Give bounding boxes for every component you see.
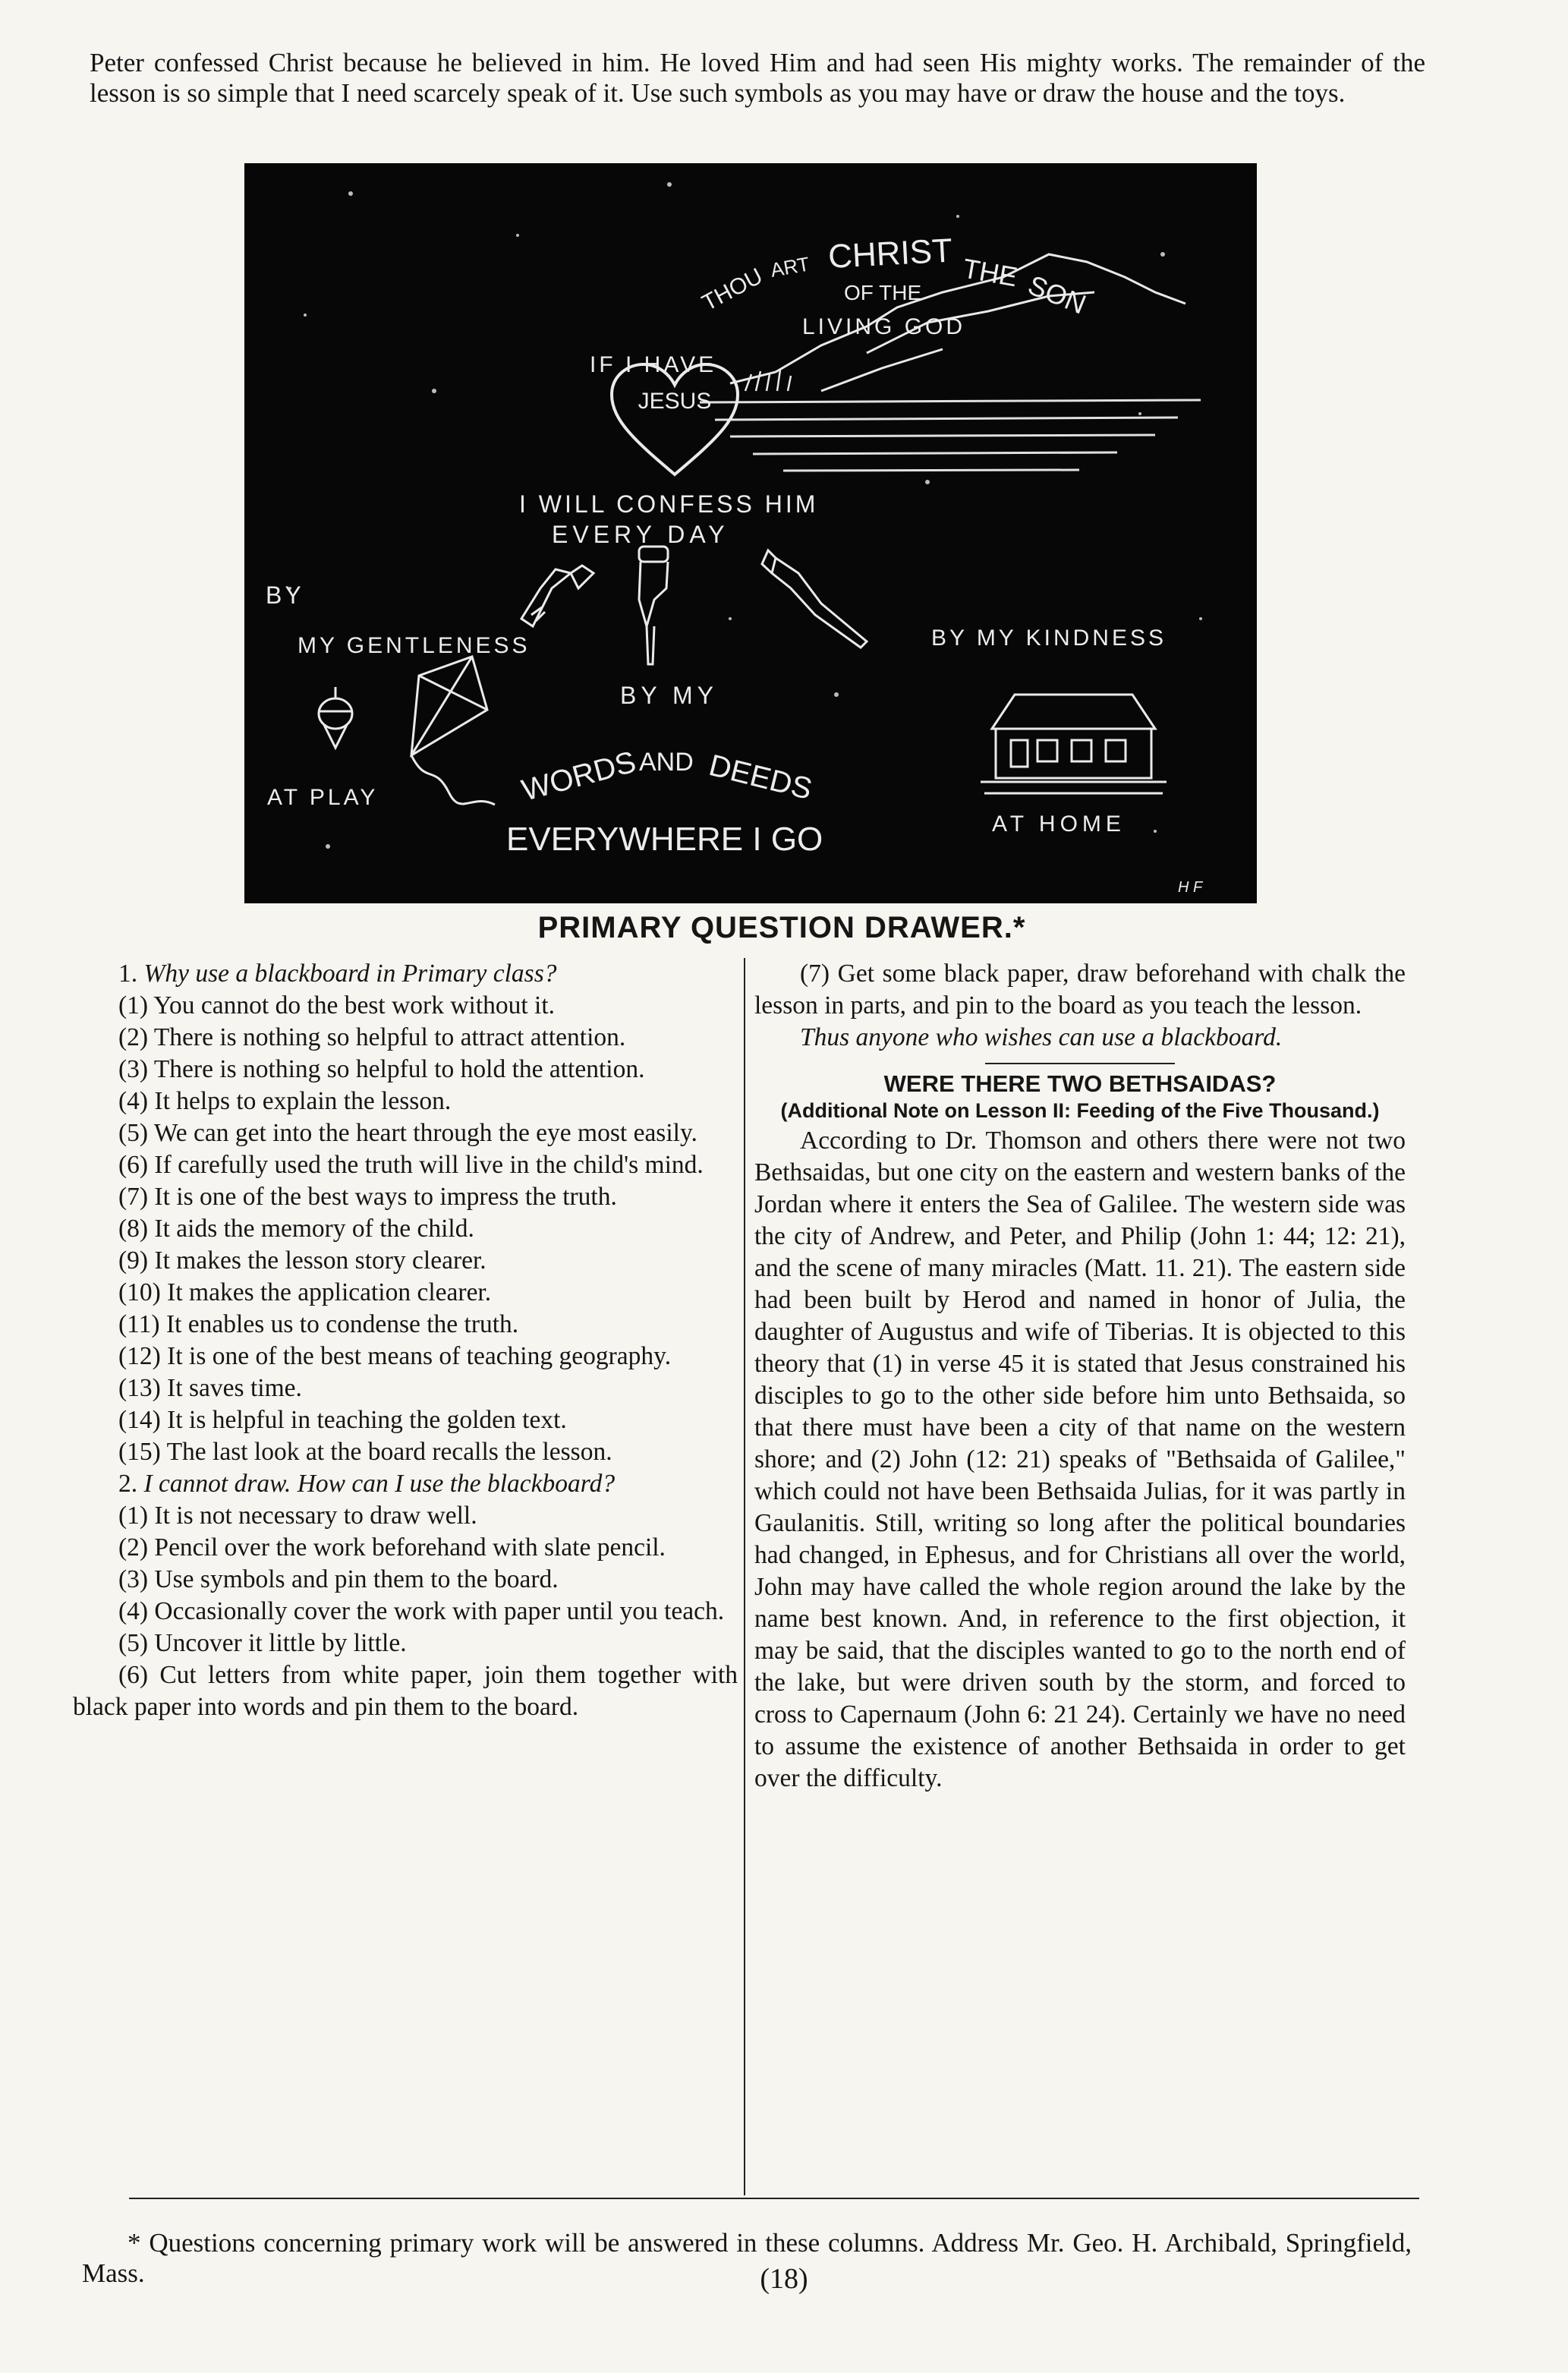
pointing-hand-icon-center	[639, 547, 668, 664]
board-text-at-play: AT PLAY	[267, 785, 379, 810]
answer-1-7: (7) It is one of the best ways to impress the truth.	[118, 1183, 617, 1211]
answer-2-closing: Thus anyone who wishes can use a blackboard.	[800, 1023, 1283, 1051]
bethsaida-note: (Additional Note on Lesson II: Feeding of the Five Thousand.)	[780, 1099, 1380, 1122]
answer-1-12: (12) It is one of the best means of teaching geography.	[118, 1342, 672, 1370]
answer-1-8: (8) It aids the memory of the child.	[118, 1215, 474, 1243]
board-text-gentleness: MY GENTLENESS	[298, 633, 531, 658]
column-divider	[744, 958, 745, 2195]
answer-1-10: (10) It makes the application clearer.	[118, 1278, 492, 1306]
board-text-son: SON	[1024, 269, 1091, 320]
section-title: PRIMARY QUESTION DRAWER.*	[537, 911, 1026, 944]
pointing-hand-icon-left	[521, 566, 594, 626]
blackboard-illustration	[244, 163, 1257, 903]
board-text-everywhere: EVERYWHERE I GO	[506, 821, 823, 858]
answer-2-2: (2) Pencil over the work beforehand with slate pencil.	[118, 1533, 666, 1562]
board-text-living-god: LIVING GOD	[802, 314, 966, 339]
question-1-text: Why use a blackboard in Primary class?	[143, 960, 557, 988]
house-icon	[981, 695, 1167, 793]
footnote-rule	[129, 2198, 1419, 2199]
footnote: * Questions concerning primary work will be answered in these columns. Address Mr. Geo. H. Archibald, Springfield, Mass.	[82, 2228, 1412, 2288]
question-2-text: I cannot draw. How can I use the blackboard?	[143, 1470, 616, 1498]
question-2	[73, 1468, 738, 1500]
answer-1-11: (11) It enables us to condense the truth.	[118, 1310, 519, 1338]
right-column	[754, 958, 1406, 1795]
question-1	[73, 958, 738, 990]
artist-signature: H F	[1178, 879, 1203, 896]
question-2-number: 2.	[118, 1470, 138, 1498]
board-text-by-my: BY MY	[620, 682, 718, 709]
answer-1-2: (2) There is nothing so helpful to attract attention.	[118, 1023, 626, 1051]
answer-1-15: (15) The last look at the board recalls the lesson.	[118, 1438, 612, 1466]
board-text-every-day: EVERY DAY	[552, 521, 729, 548]
board-text-if-i-have: IF I HAVE	[590, 352, 717, 377]
answer-2-6: (6) Cut letters from white paper, join them together with black paper into words and pin them to the board.	[73, 1661, 738, 1721]
board-text-at-home: AT HOME	[992, 811, 1126, 837]
answer-2-4: (4) Occasionally cover the work with paper until you teach.	[118, 1597, 725, 1625]
answer-2-5: (5) Uncover it little by little.	[118, 1629, 407, 1657]
sea-of-galilee-drawing	[700, 400, 1201, 471]
board-text-by: BY	[266, 581, 304, 609]
answer-2-3: (3) Use symbols and pin them to the board.	[118, 1565, 559, 1593]
kite-icon	[411, 657, 495, 805]
answer-1-5: (5) We can get into the heart through the eye most easily.	[118, 1119, 697, 1147]
answer-2-1: (1) It is not necessary to draw well.	[118, 1502, 477, 1530]
answer-1-6: (6) If carefully used the truth will live in the child's mind.	[118, 1151, 704, 1179]
spinning-top-icon	[319, 687, 352, 748]
board-text-christ: CHRIST	[827, 232, 954, 276]
answer-1-3: (3) There is nothing so helpful to hold the attention.	[118, 1055, 645, 1083]
page-number: (18)	[760, 2263, 808, 2295]
board-text-confess: I WILL CONFESS HIM	[519, 490, 819, 518]
bethsaida-body: According to Dr. Thomson and others there were not two Bethsaidas, but one city on the eastern and western banks of the Jordan where it enters the Sea of Galilee. The western side was the city of Andrew, and Peter, and Philip (John 1: 44; 12: 21), and the scene of many miracles (Matt. 11. 21). The eastern side had been built by Herod and named in honor of Julia, the daughter of Augustus and wife of Tiberias. It is objected to this theory that (1) in verse 45 it is stated that Jesus constrained his disciples to go to the other side before him unto Bethsaida, so that there must have been a city of that name on the western shore; and (2) John (12: 21) speaks of "Bethsaida of Galilee," which could not have been Bethsaida Julias, for it was partly in Gaulanitis. Still, writing so long after the political boundaries had changed, in Ephesus, and for Christians all over the world, John may have called the whole region around the lake by the name best known. And, in reference to the first objection, it may be said, that the disciples wanted to go to the north end of the lake, but were driven south by the storm, and forced to cross to Capernaum (John 6: 21 24). Certainly we have no need to assume the existence of another Bethsaida in order to get over the difficulty.	[754, 1127, 1406, 1792]
answer-1-9: (9) It makes the lesson story clearer.	[118, 1246, 486, 1275]
answer-1-1: (1) You cannot do the best work without it.	[118, 991, 556, 1019]
answer-1-14: (14) It is helpful in teaching the golden text.	[118, 1406, 567, 1434]
question-1-number: 1.	[118, 960, 138, 988]
board-text-kindness: BY MY KINDNESS	[931, 626, 1167, 651]
left-column	[73, 958, 738, 1723]
answer-2-7: (7) Get some black paper, draw beforehand with chalk the lesson in parts, and pin to the board as you teach the lesson.	[754, 960, 1406, 1019]
bethsaida-title: WERE THERE TWO BETHSAIDAS?	[883, 1070, 1277, 1097]
board-text-deeds: DEEDS	[705, 748, 816, 807]
board-text-of-the: OF THE	[844, 281, 922, 304]
intro-paragraph: Peter confessed Christ because he believed in him. He loved Him and had seen His mighty works. The remainder of the lesson is so simple that I need scarcely speak of it. Use such symbols as you may have or draw the house and the toys.	[90, 48, 1425, 108]
subsection-rule	[985, 1063, 1175, 1064]
board-text-thou: THOU	[697, 263, 767, 317]
board-text-words: WORDS	[518, 745, 640, 808]
pointing-hand-icon-right	[762, 550, 867, 648]
answer-1-4: (4) It helps to explain the lesson.	[118, 1087, 452, 1115]
answer-1-13: (13) It saves time.	[118, 1374, 302, 1402]
board-text-the: THE	[960, 252, 1020, 293]
board-text-and: AND	[639, 748, 694, 777]
board-text-art: ART	[768, 252, 811, 282]
heart-label: JESUS	[638, 389, 712, 414]
